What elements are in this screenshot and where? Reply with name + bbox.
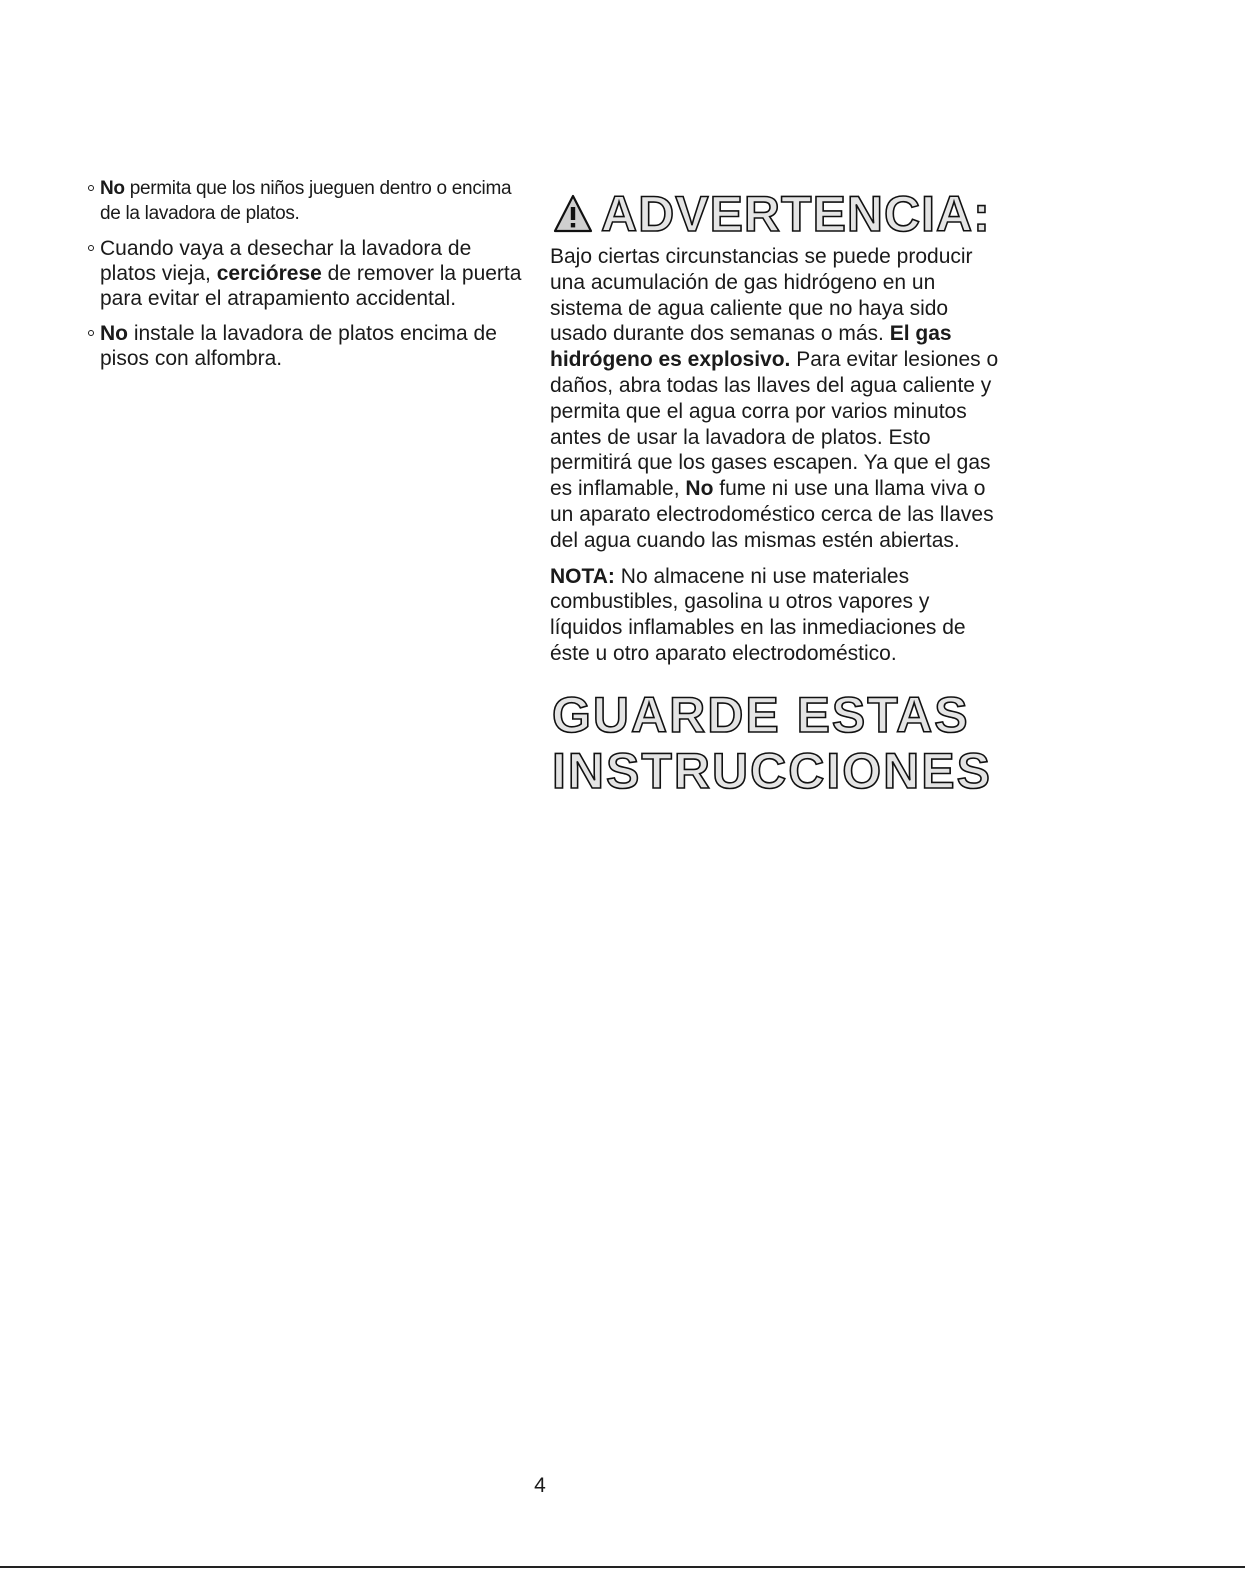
warning-triangle-icon xyxy=(553,194,593,234)
warning-text: fume ni use una llama viva o un aparato electrodoméstico cerca de las llaves del agua cuando las mismas estén abiertas. xyxy=(550,477,994,552)
warning-text: Bajo ciertas circunstancias se puede producir una acumulación de gas hidrógeno en un sistema de agua caliente que no haya sido usado durante dos semanas o más. xyxy=(550,245,973,346)
warning-heading xyxy=(553,186,1000,242)
bullet-emphasis: cerciórese xyxy=(216,262,322,285)
warning-emphasis: El gas hidrógeno es explosivo. xyxy=(550,322,952,372)
bullet-lead: No xyxy=(100,178,125,199)
warning-paragraph xyxy=(550,244,1000,554)
bullet-item xyxy=(88,176,528,226)
bullet-dot-icon xyxy=(88,330,94,336)
note-label: NOTA: xyxy=(550,564,615,588)
bullet-text: instale la lavadora de platos encima de pisos con alfombra. xyxy=(100,322,497,370)
bullet-lead: No xyxy=(100,322,128,345)
bullet-text: de remover la puerta para evitar el atrapamiento accidental. xyxy=(100,262,522,310)
save-instructions-heading xyxy=(552,687,1000,799)
note-text: No almacene ni use materiales combustibles, gasolina u otros vapores y líquidos inflamables en las inmediaciones de éste u otro aparato electrodoméstico. xyxy=(550,564,966,665)
bullet-dot-icon xyxy=(88,185,94,191)
warning-emphasis: No xyxy=(685,477,714,501)
warning-title: ADVERTENCIA: xyxy=(601,186,991,242)
safety-bullet-list xyxy=(88,176,528,381)
warning-section xyxy=(550,186,1000,799)
page-number: 4 xyxy=(534,1474,546,1497)
bullet-dot-icon xyxy=(88,245,94,251)
bullet-item xyxy=(88,321,528,371)
bullet-text: Cuando vaya a desechar la lavadora de platos vieja, xyxy=(100,237,472,285)
note-paragraph xyxy=(550,564,1000,667)
save-instructions-line: GUARDE ESTAS xyxy=(552,686,970,743)
save-instructions-line: INSTRUCCIONES xyxy=(552,742,992,799)
bottom-divider xyxy=(0,1566,1245,1568)
bullet-text: permita que los niños jueguen dentro o encima de la lavadora de platos. xyxy=(100,178,512,224)
warning-text: Para evitar lesiones o daños, abra todas las llaves del agua caliente y permita que el agua corra por varios minutos antes de usar la lavadora de platos. Esto permitirá que los gases escapen. Ya que el gas es inflamable, xyxy=(550,348,999,501)
bullet-item xyxy=(88,236,528,311)
